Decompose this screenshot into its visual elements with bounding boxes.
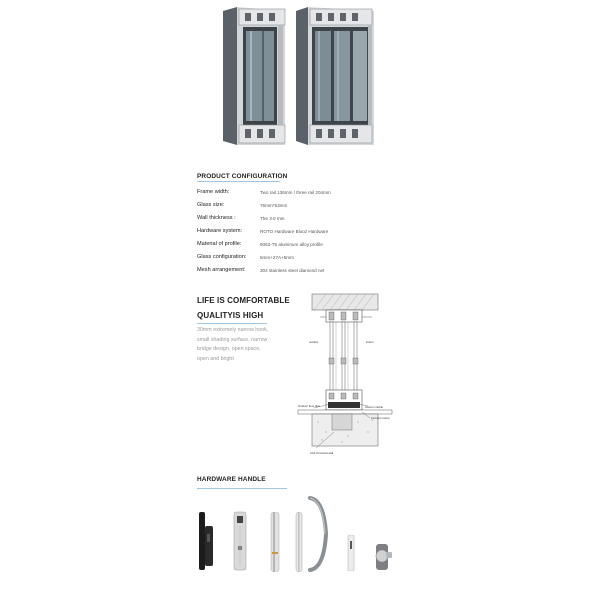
spec-value: The 3.0 mm (260, 215, 285, 221)
diagram-label-civil: Civil structural wall (310, 451, 334, 455)
diagram-label-interior-marble: Interior marble (365, 405, 384, 409)
diagram-label-outdoor: outdoor (309, 340, 319, 344)
spec-key: Wall thickness : (197, 215, 236, 221)
spec-key: Mesh arrangement: (197, 267, 246, 273)
spec-row (197, 254, 397, 267)
handle-knob-icon (372, 540, 394, 574)
description-line: bridge design, open space, (197, 346, 261, 353)
profile-render-left (215, 5, 290, 150)
handle-curved-icon (304, 494, 336, 574)
spec-value: ROTO Hardware Blooz Hardware (260, 228, 329, 234)
handle-black-icon (197, 510, 217, 572)
comfort-description (197, 326, 293, 364)
spec-value: 5mm+27A+5mm (260, 254, 294, 260)
spec-key: Frame width: (197, 189, 230, 195)
spec-value: Two rail 136mm / three rail 204mm (260, 189, 331, 195)
spec-row (197, 202, 397, 215)
hardware-underline (197, 488, 287, 489)
spec-key: Glass size: (197, 202, 225, 208)
hardware-heading: HARDWARE HANDLE (197, 476, 266, 483)
spec-value: 76mm*53mm (260, 202, 288, 208)
spec-row (197, 267, 397, 280)
comfort-heading-line2: QUALITYIS HIGH (197, 311, 264, 320)
comfort-heading-line1: LIFE IS COMFORTABLE (197, 296, 290, 305)
cross-section-diagram (296, 292, 396, 460)
product-config-underline (197, 181, 280, 182)
handle-silver-lock-icon (232, 510, 248, 572)
description-line: 30mm extremely narrow hook, (197, 327, 269, 333)
profile-render-right (294, 5, 378, 150)
spec-key: Material of profile: (197, 241, 242, 247)
spec-value: 304 stainless steel diamond net (260, 267, 325, 273)
diagram-label-outdoor-floor: Outdoor floor tiles (298, 404, 321, 408)
product-config-heading: PRODUCT CONFIGURATION (197, 173, 288, 180)
spec-value: 6063-T5 aluminum alloy profile (260, 241, 323, 247)
diagram-label-cement-mortar: Cement mortar (371, 416, 390, 420)
diagram-label-indoor: indoor (366, 340, 374, 344)
spec-row (197, 241, 397, 254)
comfort-underline (197, 323, 267, 324)
spec-row (197, 228, 397, 241)
spec-row (197, 189, 397, 202)
handle-small-latch-icon (347, 535, 355, 571)
spec-key: Glass configuration: (197, 254, 247, 260)
description-line: small shading surface, narrow (197, 336, 268, 343)
description-line: open and bright (197, 355, 234, 362)
handle-bar-icon (268, 512, 282, 572)
spec-key: Hardware system: (197, 228, 243, 234)
spec-row (197, 215, 397, 228)
